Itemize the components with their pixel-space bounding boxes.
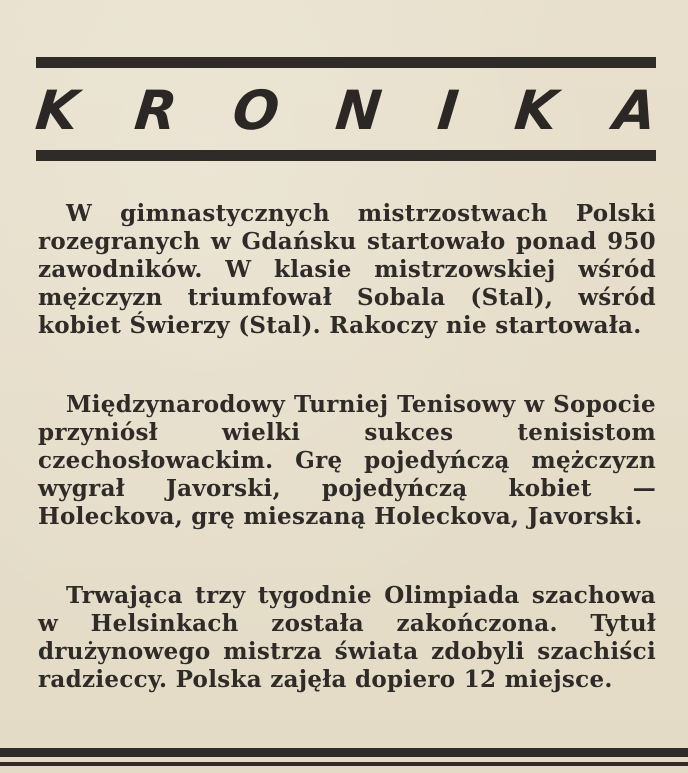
- article-tennis: Międzynarodowy Turniej Tenisowy w Sopocie przyniósł wielki sukces tenisistom czechosłowackim. Grę pojedyńczą mężczyzn wygrał Javorski, pojedyńczą kobiet — Holeckova, grę mieszaną Holeckova, Javorski.: [38, 391, 656, 530]
- article-chess: Trwająca trzy tygodnie Olimpiada szachowa w Helsinkach została zakończona. Tytuł drużynowego mistrza świata zdobyli szachiści radzieccy. Polska zajęła dopiero 12 miejsce.: [38, 582, 656, 693]
- masthead-letter: I: [435, 79, 462, 142]
- masthead-letter: A: [610, 79, 660, 142]
- masthead-letter: N: [332, 79, 385, 142]
- masthead-title: [32, 79, 660, 142]
- masthead-letter: O: [230, 79, 283, 142]
- masthead-underline-rule: [36, 150, 656, 161]
- top-rule: [36, 57, 656, 68]
- article-gymnastics: W gimnastycznych mistrzostwach Polski rozegranych w Gdańsku startowało ponad 950 zawodników. W klasie mistrzowskiej wśród mężczyzn triumfował Sobala (Stal), wśród kobiet Świerzy (Stal). Rakoczy nie startowała.: [38, 200, 656, 339]
- masthead-letter: K: [512, 79, 561, 142]
- bottom-rule: [0, 748, 688, 757]
- masthead-letter: K: [32, 79, 82, 142]
- masthead-letter: R: [131, 79, 180, 142]
- bottom-rule-thin: [0, 762, 688, 766]
